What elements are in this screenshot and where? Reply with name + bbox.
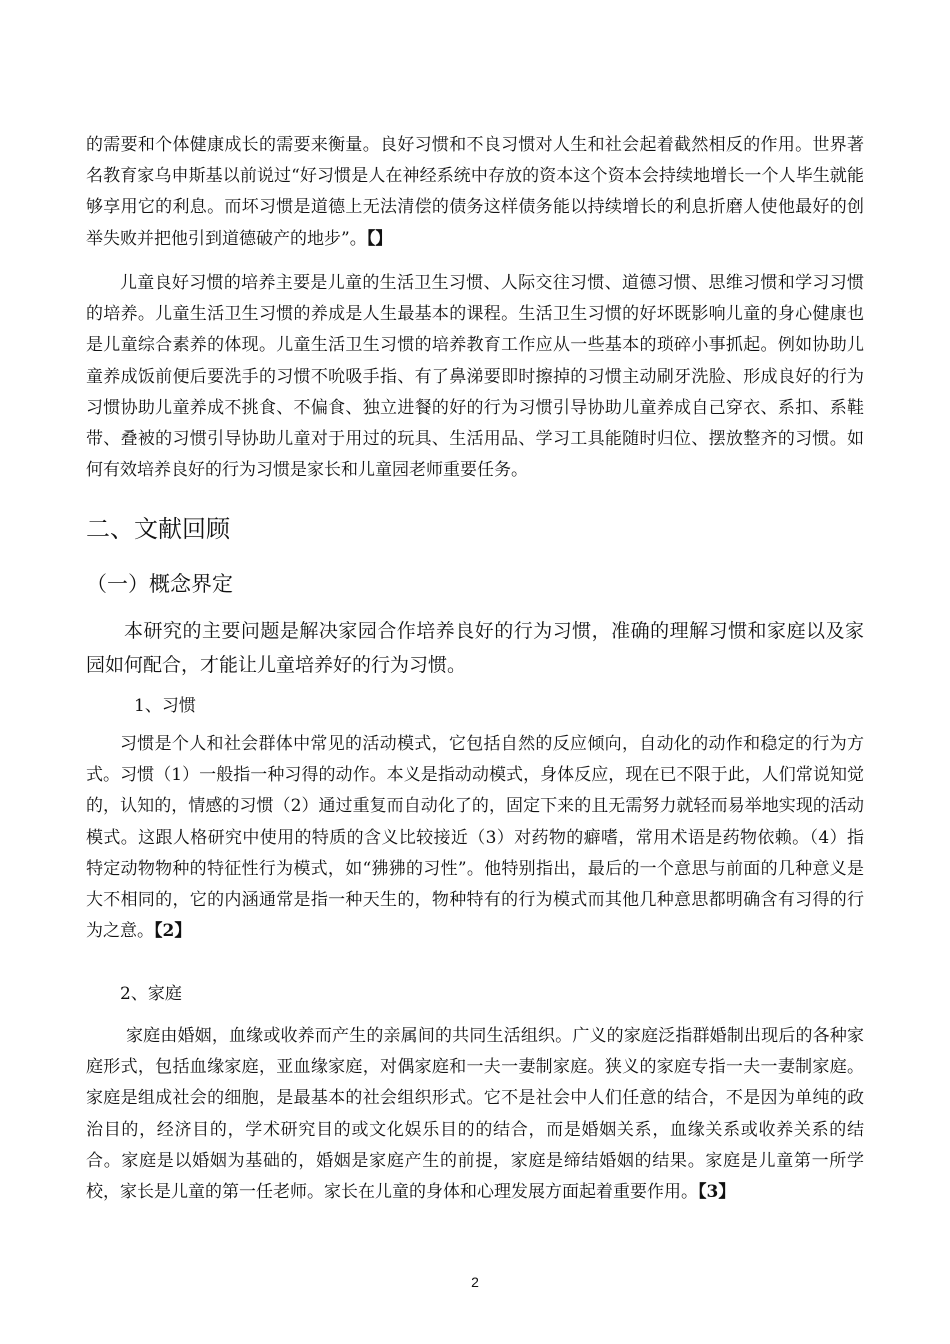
paragraph-text: 本研究的主要问题是解决家园合作培养良好的行为习惯，准确的理解习惯和家庭以及家园如何配合，才能让儿童培养好的行为习惯。 bbox=[86, 620, 864, 676]
citation-marker: 【3】 bbox=[698, 1182, 736, 1203]
subsection-heading: （一）概念界定 bbox=[86, 572, 233, 596]
citation-marker: 【2】 bbox=[154, 921, 192, 942]
paragraph bbox=[86, 1021, 864, 1208]
paragraph bbox=[86, 268, 864, 486]
paragraph bbox=[86, 130, 864, 255]
paragraph-text: 儿童良好习惯的培养主要是儿童的生活卫生习惯、人际交往习惯、道德习惯、思维习惯和学习习惯的培养。儿童生活卫生习惯的养成是人生最基本的课程。生活卫生习惯的好坏既影响儿童的身心健康也是儿童综合素养的体现。儿童生活卫生习惯的培养教育工作应从一些基本的琐碎小事抓起。例如协助儿童养成饭前便后要洗手的习惯不吮吸手指、有了鼻涕要即时擦掉的习惯主动刷牙洗脸、形成良好的行为习惯协助儿童养成不挑食、不偏食、独立进餐的好的行为习惯引导协助儿童养成自己穿衣、系扣、系鞋带、叠被的习惯引导协助儿童对于用过的玩具、生活用品、学习工具能随时归位、摆放整齐的习惯。如何有效培养良好的行为习惯是家长和儿童园老师重要任务。 bbox=[86, 273, 864, 481]
section-heading: 二、文献回顾 bbox=[86, 515, 230, 543]
item-heading-habit: 1、习惯 bbox=[134, 696, 196, 716]
paragraph-text: 习惯是个人和社会群体中常见的活动模式，它包括自然的反应倾向，自动化的动作和稳定的行为方式。习惯（1）一般指一种习得的动作。本义是指动动模式，身体反应，现在已不限于此，人们常说知觉的，认知的，情感的习惯（2）通过重复而自动化了的，固定下来的且无需努力就轻而易举地实现的活动模式。这跟人格研究中使用的特质的含义比较接近（3）对药物的癖嗜，常用术语是药物依赖。（4）指特定动物物种的特征性行为模式，如“狒狒的习性”。他特别指出，最后的一个意思与前面的几种意义是大不相同的，它的内涵通常是指一种天生的，物种特有的行为模式而其他几种意思都明确含有习得的行为之意。 bbox=[86, 734, 864, 942]
paragraph-text: 家庭由婚姻，血缘或收养而产生的亲属间的共同生活组织。广义的家庭泛指群婚制出现后的各种家庭形式，包括血缘家庭，亚血缘家庭，对偶家庭和一夫一妻制家庭。狭义的家庭专指一夫一妻制家庭。家庭是组成社会的细胞，是最基本的社会组织形式。它不是社会中人们任意的结合，不是因为单纯的政治目的，经济目的，学术研究目的或文化娱乐目的的结合，而是婚姻关系，血缘关系或收养关系的结合。家庭是以婚姻为基础的，婚姻是家庭产生的前提，家庭是缔结婚姻的结果。家庭是儿童第一所学校，家长是儿童的第一任老师。家长在儿童的身体和心理发展方面起着重要作用。 bbox=[86, 1026, 864, 1203]
paragraph bbox=[86, 729, 864, 947]
page-number: 2 bbox=[471, 1274, 479, 1290]
paragraph-text: 的需要和个体健康成长的需要来衡量。良好习惯和不良习惯对人生和社会起着截然相反的作用。世界著名教育家乌申斯基以前说过“好习惯是人在神经系统中存放的资本这个资本会持续地增长一个人毕生就能够享用它的利息。而坏习惯是道德上无法清偿的债务这样债务能以持续增长的利息折磨人使他最好的创举失败并把他引到道德破产的地步”。 bbox=[86, 135, 864, 249]
item-heading-family: 2、家庭 bbox=[120, 984, 182, 1004]
citation-marker: 【】 bbox=[366, 228, 393, 249]
paragraph bbox=[86, 614, 864, 682]
